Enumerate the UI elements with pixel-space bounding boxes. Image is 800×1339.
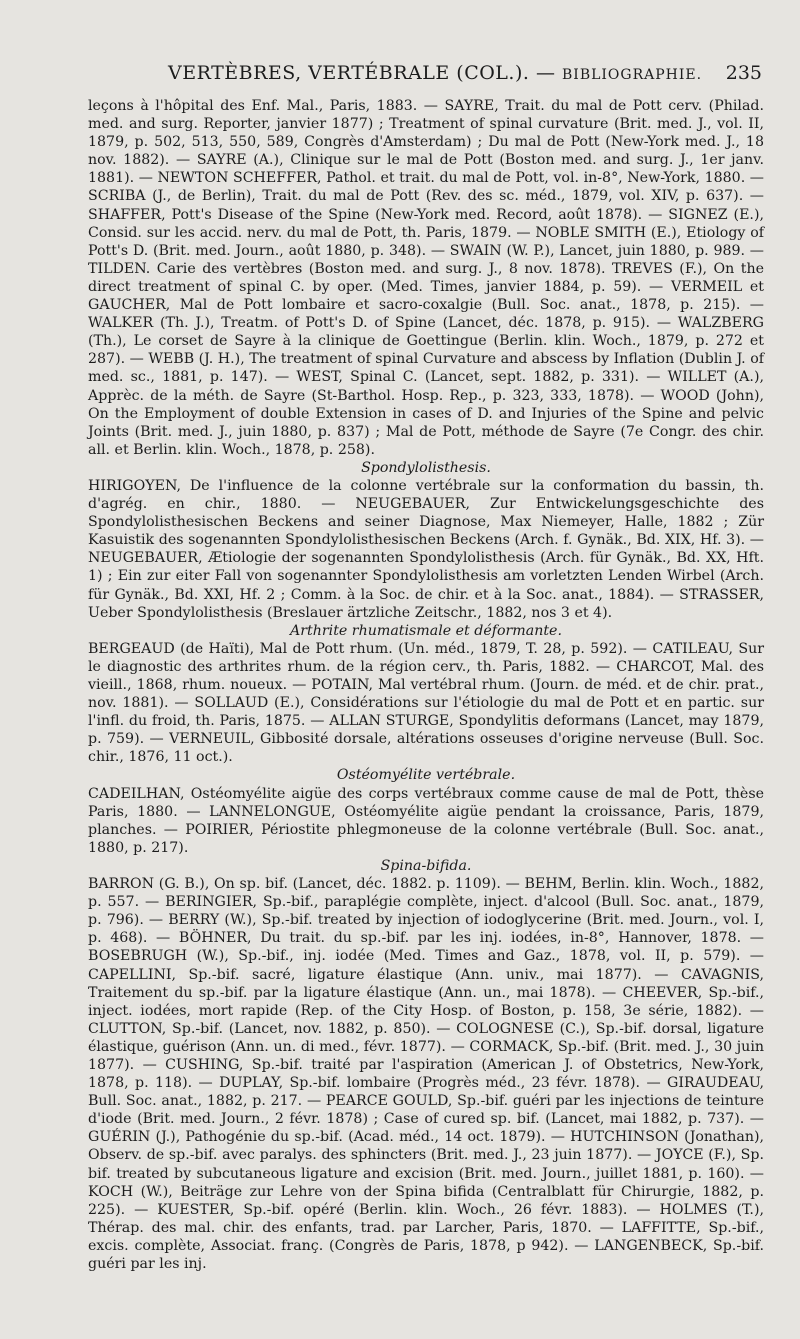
bibliography-paragraph: CADEILHAN, Ostéomyélite aigüe des corps vertébraux comme cause de mal de Pott, thèse Paris, 1880. — LANNELONGUE, Ostéomyélite aigüe pendant la croissance, Paris, 1879, planches. — POIRIER, Périostite phlegmoneuse de la colonne vertébrale (Bull. Soc. anat., 1880, p. 217). bbox=[88, 785, 764, 856]
section-heading: Ostéomyélite vertébrale. bbox=[336, 767, 516, 784]
header-title bbox=[168, 62, 702, 84]
running-header bbox=[88, 62, 762, 92]
page-number: 235 bbox=[725, 62, 762, 84]
bibliography-paragraph: leçons à l'hôpital des Enf. Mal., Paris, 1883. — SAYRE, Trait. du mal de Pott cerv. (Philad. med. and surg. Reporter, janvier 1877) ; Treatment of spinal curvature (Brit. med. J., vol. II, 1879, p. 502, 513, 550, 589, Congrès d'Amsterdam) ; Du mal de Pott (New-York med. J., 18 nov. 1882). — SAYRE (A.), Clinique sur le mal de Pott (Boston med. and surg. J., 1er janv. 1881). — NEWTON SCHEFFER, Pathol. et trait. du mal de Pott, vol. in-8°, New-York, 1880. — SCRIBA (J., de Berlin), Trait. du mal de Pott (Rev. des sc. méd., 1879, vol. XIV, p. 637). — SHAFFER, Pott's Disease of the Spine (New-York med. Record, août 1878). — SIGNEZ (E.), Consid. sur les accid. nerv. du mal de Pott, th. Paris, 1879. — NOBLE SMITH (E.), Etiology of Pott's D. (Brit. med. Journ., août 1880, p. 348). — SWAIN (W. P.), Lancet, juin 1880, p. 989. — TILDEN. Carie des vertèbres (Boston med. and surg. J., 8 nov. 1878). TREVES (F.), On the direct treatment of spinal C. by oper. (Med. Times, janvier 1884, p. 59). — VERMEIL et GAUCHER, Mal de Pott lombaire et sacro-coxalgie (Bull. Soc. anat., 1878, p. 215). — WALKER (Th. J.), Treatm. of Pott's D. of Spine (Lancet, déc. 1878, p. 915). — WALZBERG (Th.), Le corset de Sayre à la clinique de Goettingue (Berlin. klin. Woch., 1879, p. 272 et 287). — WEBB (J. H.), The treatment of spinal Curvature and abscess by Inflation (Dublin J. of med. sc., 1881, p. 147). — WEST, Spinal C. (Lancet, sept. 1882, p. 331). — WILLET (A.), Apprèc. de la méth. de Sayre (St-Barthol. Hosp. Rep., p. 323, 333, 1878). — WOOD (John), On the Employment of double Extension in cases of D. and Injuries of the Spine and pelvic Joints (Brit. med. J., juin 1880, p. 837) ; Mal de Pott, méthode de Sayre (7e Congr. des chir. all. et Berlin. klin. Woch., 1878, p. 258). bbox=[88, 98, 764, 458]
section-heading: Spondylolisthesis. bbox=[361, 459, 491, 476]
header-title-text: VERTÈBRES, VERTÉBRALE (COL.). — bbox=[168, 62, 562, 84]
bibliography-paragraph: HIRIGOYEN, De l'influence de la colonne vertébrale sur la conformation du bassin, th. d'agrég. en chir., 1880. — NEUGEBAUER, Zur Entwickelungsgeschichte des Spondylolisthesischen Beckens and seiner Diagnose, Max Niemeyer, Halle, 1882 ; Zür Kasuistik des sogenannten Spondylolisthesischen Beckens (Arch. f. Gynäk., Bd. XIX, Hf. 3). — NEUGEBAUER, Ætiologie der sogenannten Spondylolisthesis (Arch. für Gynäk., Bd. XX, Hft. 1) ; Ein zur eiter Fall von sogenannter Spondylolisthesis am vorletzten Lenden Wirbel (Arch. für Gynäk., Bd. XXI, Hf. 2 ; Comm. à la Soc. de chir. et à la Soc. anat., 1884). — STRASSER, Ueber Spondylolisthesis (Breslauer ärtzliche Zeitschr., 1882, nos 3 et 4). bbox=[88, 477, 764, 621]
section-heading: Spina-bifida. bbox=[380, 857, 472, 874]
bibliography-paragraph: BERGEAUD (de Haïti), Mal de Pott rhum. (Un. méd., 1879, T. 28, p. 592). — CATILEAU, Sur le diagnostic des arthrites rhum. de la région cerv., th. Paris, 1882. — CHARCOT, Mal. des vieill., 1868, rhum. noueux. — POTAIN, Mal vertébral rhum. (Journ. de méd. et de chir. prat., nov. 1881). — SOLLAUD (E.), Considérations sur l'étiologie du mal de Pott et en partic. sur l'infl. du froid, th. Paris, 1875. — ALLAN STURGE, Spondylitis deformans (Lancet, may 1879, p. 759). — VERNEUIL, Gibbosité dorsale, altérations osseuses d'origine nerveuse (Bull. Soc. chir., 1876, 11 oct.). bbox=[88, 640, 764, 766]
header-section: BIBLIOGRAPHIE. bbox=[562, 67, 703, 83]
bibliography-paragraph: BARRON (G. B.), On sp. bif. (Lancet, déc. 1882. p. 1109). — BEHM, Berlin. klin. Woch., 1882, p. 557. — BERINGIER, Sp.-bif., paraplégie complète, inject. d'alcool (Bull. Soc. anat., 1879, p. 796). — BERRY (W.), Sp.-bif. treated by injection of iodoglycerine (Brit. med. Journ., vol. I, p. 468). — BÖHNER, Du trait. du sp.-bif. par les inj. iodées, in-8°, Hannover, 1878. — BOSEBRUGH (W.), Sp.-bif., inj. iodée (Med. Times and Gaz., 1878, vol. II, p. 579). — CAPELLINI, Sp.-bif. sacré, ligature élastique (Ann. univ., mai 1877). — CAVAGNIS, Traitement du sp.-bif. par la ligature élastique (Ann. un., mai 1878). — CHEEVER, Sp.-bif., inject. iodées, mort rapide (Rep. of the City Hosp. of Boston, p. 158, 3e série, 1882). — CLUTTON, Sp.-bif. (Lancet, nov. 1882, p. 850). — COLOGNESE (C.), Sp.-bif. dorsal, ligature élastique, guérison (Ann. un. di med., févr. 1877). — CORMACK, Sp.-bif. (Brit. med. J., 30 juin 1877). — CUSHING, Sp.-bif. traité par l'aspiration (American J. of Obstetrics, New-York, 1878, p. 118). — DUPLAY, Sp.-bif. lombaire (Progrès méd., 23 févr. 1878). — GIRAUDEAU, Bull. Soc. anat., 1882, p. 217. — PEARCE GOULD, Sp.-bif. guéri par les injections de teinture d'iode (Brit. med. Journ., 2 févr. 1878) ; Case of cured sp. bif. (Lancet, mai 1882, p. 737). — GUÉRIN (J.), Pathogénie du sp.-bif. (Acad. méd., 14 oct. 1879). — HUTCHINSON (Jonathan), Observ. de sp.-bif. avec paralys. des sphincters (Brit. med. J., 23 juin 1877). — JOYCE (F.), Sp. bif. treated by subcutaneous ligature and excision (Brit. med. Journ., juillet 1881, p. 160). — KOCH (W.), Beiträge zur Lehre von der Spina bifida (Centralblatt für Chirurgie, 1882, p. 225). — KUESTER, Sp.-bif. opéré (Berlin. klin. Woch., 26 févr. 1883). — HOLMES (T.), Thérap. des mal. chir. des enfants, trad. par Larcher, Paris, 1870. — LAFFITTE, Sp.-bif., excis. complète, Associat. franç. (Congrès de Paris, 1878, p 942). — LANGENBECK, Sp.-bif. guéri par les inj. bbox=[88, 876, 764, 1272]
section-heading: Arthrite rhumatismale et déformante. bbox=[290, 622, 562, 639]
bibliography-body bbox=[88, 97, 764, 1273]
